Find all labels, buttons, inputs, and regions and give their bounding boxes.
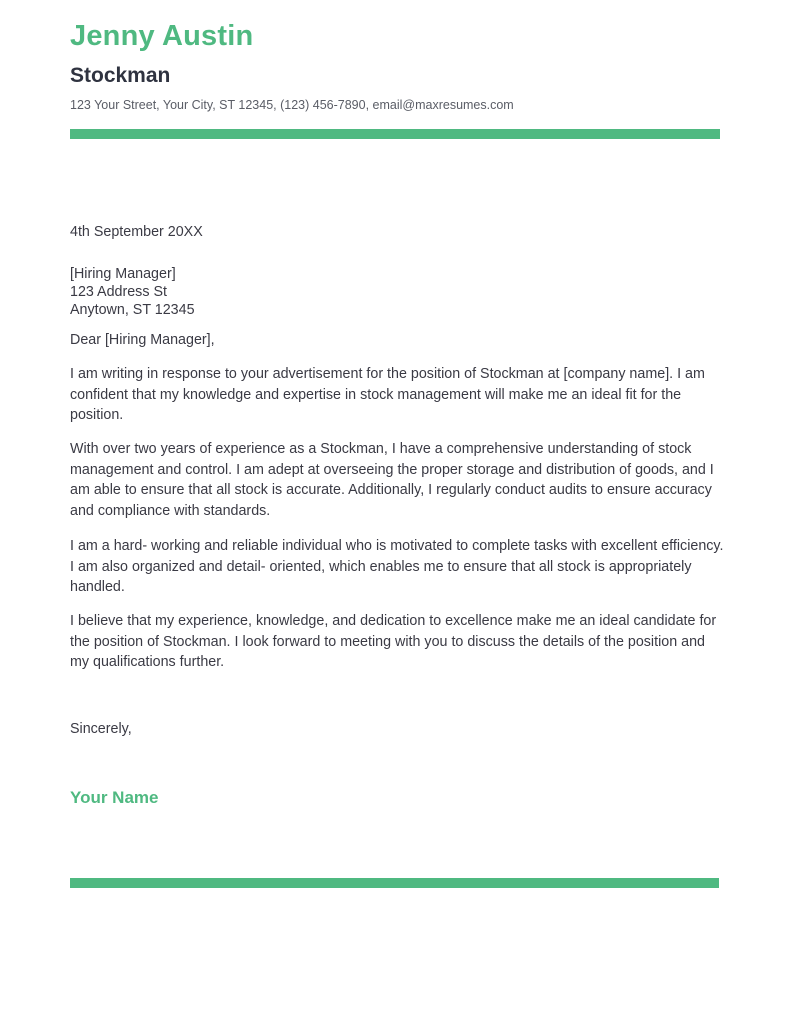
contact-info: 123 Your Street, Your City, ST 12345, (123) 456-7890, email@maxresumes.com [70, 98, 514, 112]
paragraph-4: I believe that my experience, knowledge, and dedication to excellence make me an ideal candidate for the position of Stockman. I look forward to meeting with you to discuss the details of the position and my qualifications further. [70, 613, 717, 671]
paragraph-2: With over two years of experience as a Stockman, I have a comprehensive understanding of stock management and control. I am adept at overseeing the proper storage and distribution of goods, and I am able to ensure that all stock is accurate. Additionally, I regularly conduct audits to ensure accuracy and compliance with standards. [70, 441, 714, 520]
recipient-address [70, 265, 725, 319]
top-divider [70, 129, 720, 139]
job-title: Stockman [70, 64, 171, 87]
paragraph-1: I am writing in response to your advertisement for the position of Stockman at [company name]. I am confident that my knowledge and expertise in stock management will make me an ideal fit for the position. [70, 366, 705, 424]
recipient-line-1: [Hiring Manager] [70, 266, 176, 282]
recipient-line-3: Anytown, ST 12345 [70, 302, 195, 318]
salutation: Dear [Hiring Manager], [70, 332, 215, 348]
recipient-line-2: 123 Address St [70, 284, 167, 300]
applicant-name: Jenny Austin [70, 20, 254, 52]
paragraph-3: I am a hard- working and reliable individual who is motivated to complete tasks with excellent efficiency. I am also organized and detail- oriented, which enables me to ensure that all stock is appropriately handled. [70, 538, 724, 596]
closing: Sincerely, [70, 721, 132, 737]
letter-date: 4th September 20XX [70, 224, 203, 240]
bottom-divider [70, 878, 719, 888]
signature-name: Your Name [70, 788, 159, 807]
